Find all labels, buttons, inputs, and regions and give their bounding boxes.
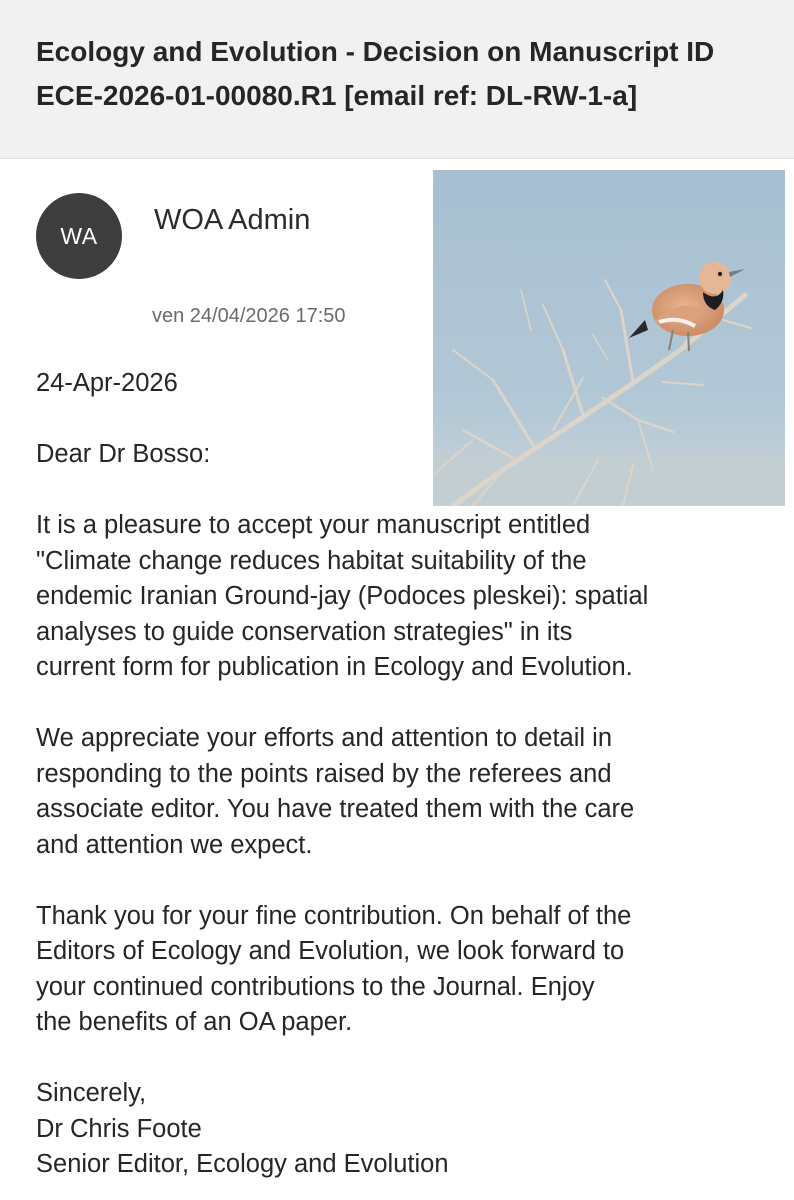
sender-name[interactable]: WOA Admin	[154, 204, 311, 236]
text-line: the benefits of an OA paper.	[36, 1008, 353, 1036]
subject-line-1: Ecology and Evolution - Decision on Manuscript	[36, 36, 679, 67]
body-greeting: Dear Dr Bosso:	[36, 440, 211, 468]
text-line: current form for publication in Ecology and Evolution.	[36, 653, 633, 681]
text-line: We appreciate your efforts and attention to detail in	[36, 724, 613, 752]
signer-name: Dr Chris Foote	[36, 1114, 202, 1143]
text-line: endemic Iranian Ground-jay (Podoces pleskei): spatial	[36, 582, 649, 610]
subject-header	[0, 0, 794, 159]
email-body	[36, 366, 776, 1183]
text-line: Editors of Ecology and Evolution, we look forward to	[36, 937, 625, 965]
text-line: Thank you for your fine contribution. On behalf of the	[36, 901, 632, 930]
signer-title: Senior Editor, Ecology and Evolution	[36, 1150, 449, 1178]
subject-line-2: ID ECE-2026-01-00080.R1 [email ref: DL-RW-1-a]	[36, 36, 715, 111]
body-paragraph-appreciation	[36, 721, 776, 863]
text-line: analyses to guide conservation strategies" in its	[36, 617, 573, 646]
text-line: responding to the points raised by the referees and	[36, 759, 612, 788]
text-line: It is a pleasure to accept your manuscript entitled	[36, 511, 591, 539]
sender-avatar[interactable]	[36, 193, 122, 279]
signature-block	[36, 1076, 776, 1183]
body-date: 24-Apr-2026	[36, 369, 178, 397]
sent-datetime: ven 24/04/2026 17:50	[152, 305, 346, 327]
body-paragraph-thanks	[36, 899, 776, 1041]
avatar-initials: WA	[60, 222, 98, 249]
closing: Sincerely,	[36, 1079, 147, 1107]
email-subject	[36, 30, 776, 118]
text-line: your continued contributions to the Journal. Enjoy	[36, 972, 595, 1001]
body-paragraph-acceptance	[36, 508, 776, 686]
text-line: "Climate change reduces habitat suitability of the	[36, 546, 587, 575]
text-line: associate editor. You have treated them with the care	[36, 795, 635, 823]
text-line: and attention we expect.	[36, 830, 313, 859]
